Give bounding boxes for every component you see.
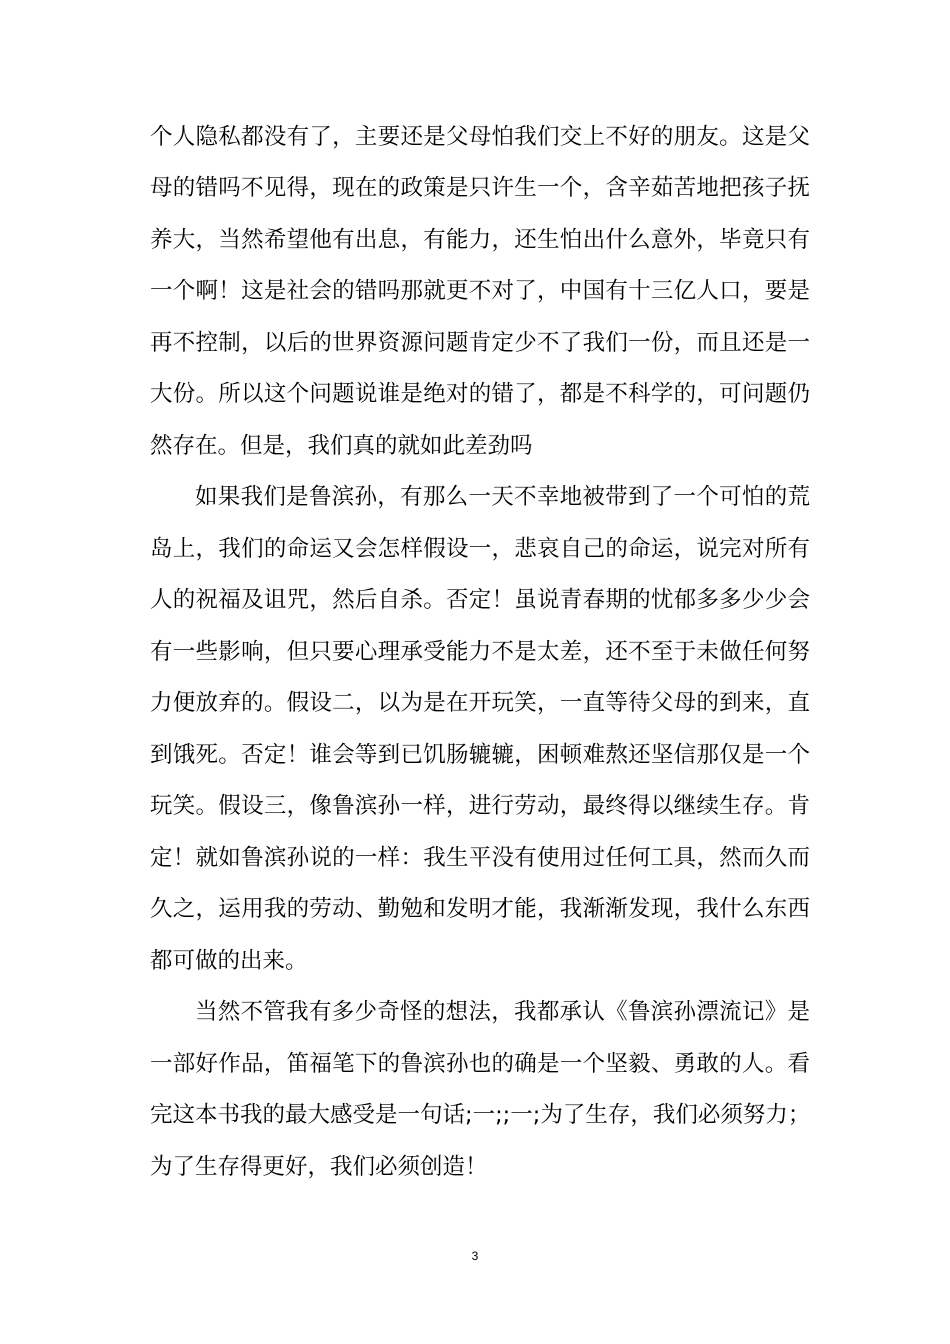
text-line: 久之，运用我的劳动、勤勉和发明才能，我渐渐发现，我什么东西 <box>150 896 810 922</box>
text-line: 定！就如鲁滨孙说的一样：我生平没有使用过任何工具，然而久而 <box>150 845 810 871</box>
text-line: 到饿死。否定！谁会等到已饥肠辘辘，困顿难熬还坚信那仅是一个 <box>150 742 810 768</box>
text-line: 大份。所以这个问题说谁是绝对的错了，都是不科学的，可问题仍 <box>150 381 810 407</box>
text-line: 完这本书我的最大感受是一句话;一;;一;为了生存，我们必须努力； <box>150 1102 811 1128</box>
text-line: 再不控制，以后的世界资源问题肯定少不了我们一份，而且还是一 <box>150 330 810 356</box>
text-line: 然存在。但是，我们真的就如此差劲吗 <box>150 433 533 459</box>
text-line: 一个啊！这是社会的错吗那就更不对了，中国有十三亿人口，要是 <box>150 278 810 304</box>
text-line: 人的祝福及诅咒，然后自杀。否定！虽说青春期的忧郁多多少少会 <box>150 587 810 613</box>
text-line: 当然不管我有多少奇怪的想法，我都承认《鲁滨孙漂流记》是 <box>195 999 810 1025</box>
text-line: 养大，当然希望他有出息，有能力，还生怕出什么意外，毕竟只有 <box>150 227 810 253</box>
text-line: 都可做的出来。 <box>150 948 308 974</box>
text-line: 玩笑。假设三，像鲁滨孙一样，进行劳动，最终得以继续生存。肯 <box>150 793 810 819</box>
text-line: 有一些影响，但只要心理承受能力不是太差，还不至于未做任何努 <box>150 639 810 665</box>
text-line: 岛上，我们的命运又会怎样假设一，悲哀自己的命运，说完对所有 <box>150 536 810 562</box>
text-line: 母的错吗不见得，现在的政策是只许生一个，含辛茹苦地把孩子抚 <box>150 175 810 201</box>
text-line: 如果我们是鲁滨孙，有那么一天不幸地被带到了一个可怕的荒 <box>195 484 810 510</box>
text-line: 个人隐私都没有了，主要还是父母怕我们交上不好的朋友。这是父 <box>150 124 810 150</box>
text-line: 力便放弃的。假设二，以为是在开玩笑，一直等待父母的到来，直 <box>150 690 810 716</box>
text-line: 为了生存得更好，我们必须创造！ <box>150 1154 488 1180</box>
text-line: 一部好作品，笛福笔下的鲁滨孙也的确是一个坚毅、勇敢的人。看 <box>150 1051 810 1077</box>
page-number: 3 <box>471 1249 479 1263</box>
